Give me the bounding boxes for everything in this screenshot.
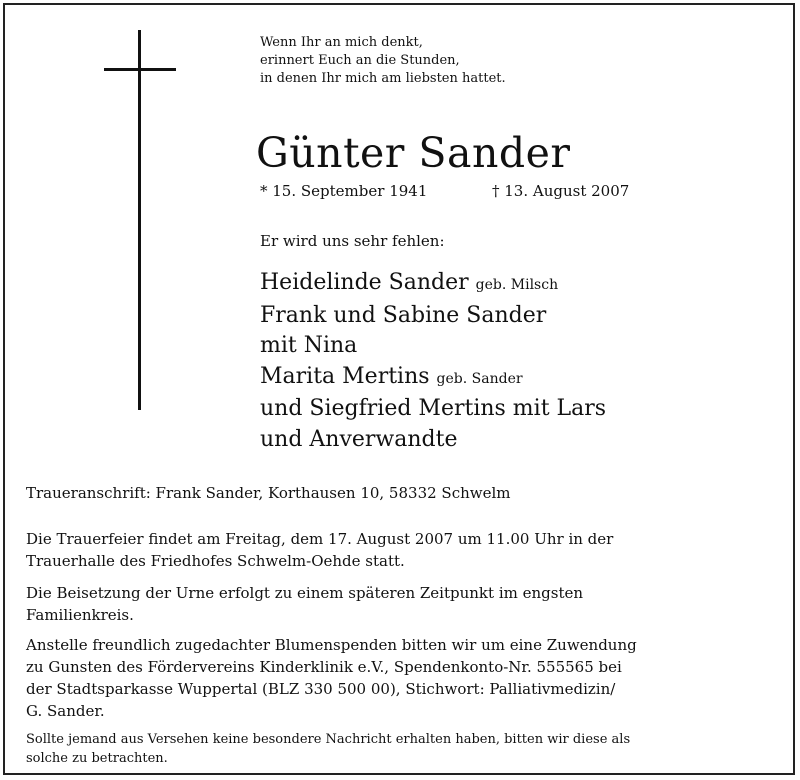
poem bbox=[260, 34, 506, 88]
paragraph-line: der Stadtsparkasse Wuppertal (BLZ 330 500 00), Stichwort: Palliativmedizin/ bbox=[26, 680, 616, 698]
paragraph-line: Trauerhalle des Friedhofes Schwelm-Oehde statt. bbox=[26, 552, 405, 570]
paragraph-line: G. Sander. bbox=[26, 702, 105, 720]
maiden-name-note: geb. Milsch bbox=[475, 277, 559, 293]
paragraph-line: Familienkreis. bbox=[26, 606, 134, 624]
paragraph-line: Die Beisetzung der Urne erfolgt zu einem späteren Zeitpunkt im engsten bbox=[26, 584, 584, 602]
closing-note bbox=[26, 730, 786, 768]
family-member bbox=[260, 362, 606, 395]
paragraph-line: Sollte jemand aus Versehen keine besondere Nachricht erhalten haben, bitten wir diese als bbox=[26, 732, 631, 747]
poem-line: Wenn Ihr an mich denkt, bbox=[260, 35, 423, 50]
family-member: und Anverwandte bbox=[260, 426, 458, 452]
funeral-ceremony-paragraph bbox=[26, 528, 786, 572]
deceased-name: Günter Sander bbox=[256, 129, 571, 177]
poem-line: in denen Ihr mich am liebsten hattet. bbox=[260, 71, 506, 86]
family-member-name: Marita Mertins bbox=[260, 363, 430, 389]
death-date: † 13. August 2007 bbox=[492, 182, 630, 200]
urn-burial-paragraph bbox=[26, 582, 786, 626]
family-member: mit Nina bbox=[260, 333, 358, 359]
poem-line: erinnert Euch an die Stunden, bbox=[260, 53, 460, 68]
paragraph-line: Anstelle freundlich zugedachter Blumenspenden bitten wir um eine Zuwendung bbox=[26, 636, 637, 654]
family-list bbox=[260, 268, 606, 456]
family-member bbox=[260, 268, 606, 301]
birth-date: * 15. September 1941 bbox=[260, 182, 428, 200]
mourning-address: Traueranschrift: Frank Sander, Korthausen 10, 58332 Schwelm bbox=[26, 484, 511, 502]
family-member: Frank und Sabine Sander bbox=[260, 302, 547, 328]
family-member-name: Heidelinde Sander bbox=[260, 270, 469, 295]
miss-line: Er wird uns sehr fehlen: bbox=[260, 232, 445, 250]
paragraph-line: solche zu betrachten. bbox=[26, 751, 168, 766]
cross-icon-horizontal bbox=[104, 68, 176, 71]
paragraph-line: zu Gunsten des Fördervereins Kinderklinik e.V., Spendenkonto-Nr. 555565 bei bbox=[26, 658, 622, 676]
paragraph-line: Die Trauerfeier findet am Freitag, dem 17. August 2007 um 11.00 Uhr in der bbox=[26, 530, 614, 548]
cross-icon-vertical bbox=[138, 30, 141, 410]
donation-paragraph bbox=[26, 634, 786, 722]
family-member: und Siegfried Mertins mit Lars bbox=[260, 396, 607, 422]
maiden-name-note: geb. Sander bbox=[436, 370, 523, 387]
